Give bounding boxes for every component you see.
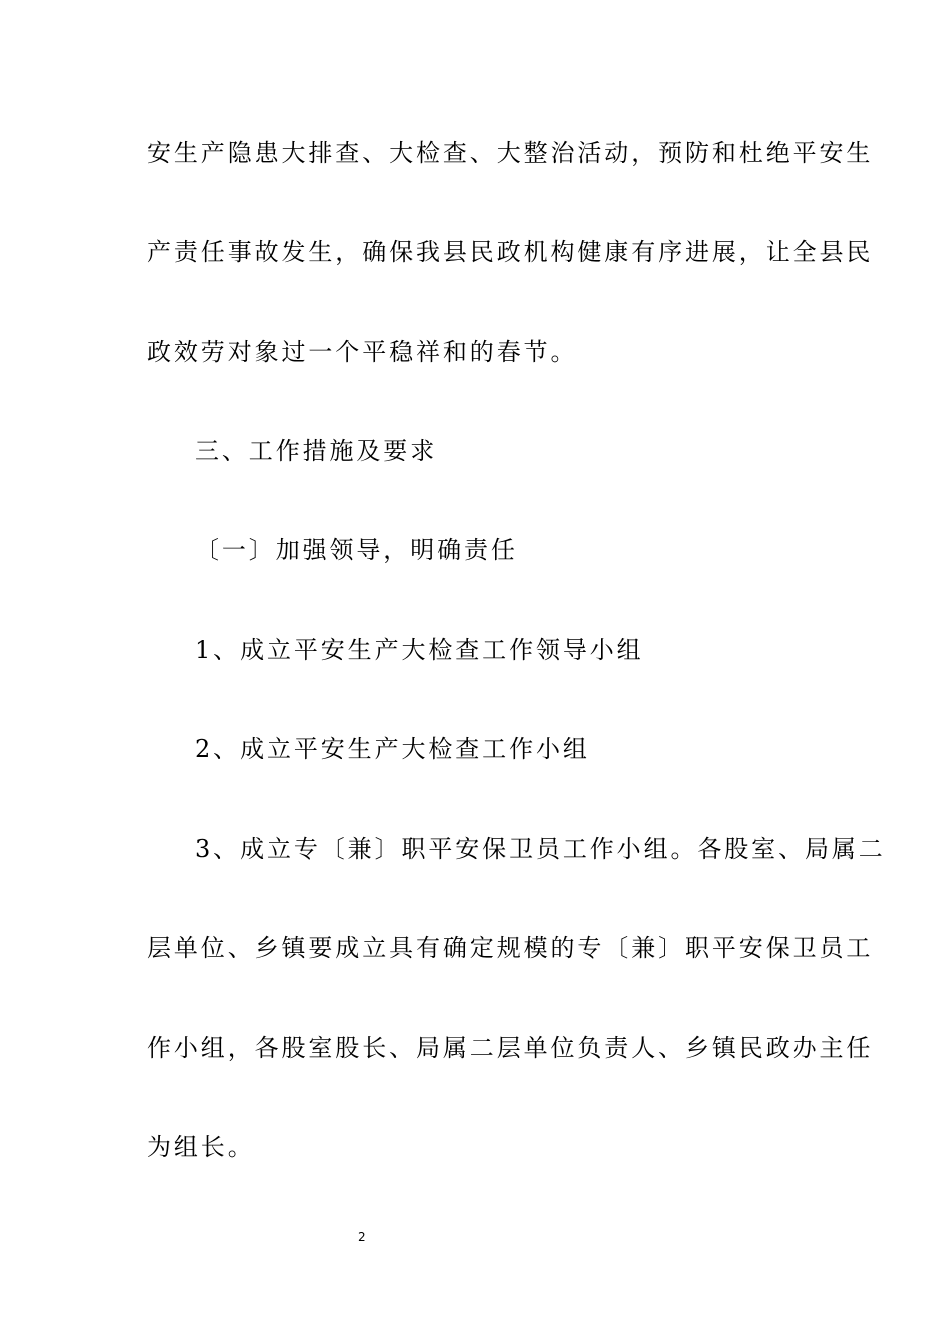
paragraph-line: 安生产隐患大排查、大检查、大整治活动，预防和杜绝平安生 (147, 139, 874, 167)
paragraph-line: 作小组，各股室股长、局属二层单位负责人、乡镇民政办主任 (147, 1034, 874, 1062)
paragraph-line: 层单位、乡镇要成立具有确定规模的专〔兼〕职平安保卫员工 (147, 934, 874, 962)
section-heading: 三、工作措施及要求 (195, 437, 438, 465)
paragraph-line: 产责任事故发生，确保我县民政机构健康有序进展，让全县民 (147, 238, 874, 266)
list-item: 3、成立专〔兼〕职平安保卫员工作小组。各股室、局属二 (195, 835, 886, 863)
list-item: 2、成立平安生产大检查工作小组 (195, 735, 590, 763)
paragraph-line: 政效劳对象过一个平稳祥和的春节。 (147, 338, 578, 366)
paragraph-line: 为组长。 (147, 1133, 255, 1161)
page-number: 2 (358, 1230, 366, 1244)
subsection-heading: 〔一〕加强领导，明确责任 (195, 536, 518, 564)
list-item: 1、成立平安生产大检查工作领导小组 (195, 636, 644, 664)
